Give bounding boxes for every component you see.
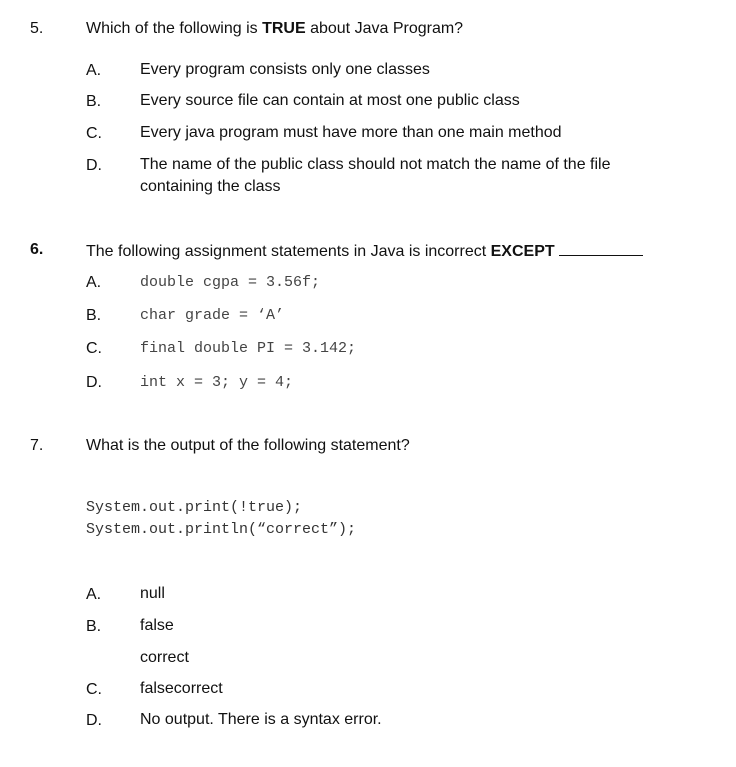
q7-option-b-label: B. (86, 618, 102, 635)
q5-number: 5. (30, 20, 44, 37)
q5-question-bold: TRUE (262, 20, 306, 37)
q5-question-pre: Which of the following is (86, 20, 263, 37)
q7-option-b-text-line2: correct (140, 649, 189, 666)
q7-code-line-2: System.out.println(“correct”); (86, 521, 357, 538)
q7-option-a-text: null (140, 585, 165, 602)
q7-number: 7. (30, 437, 44, 454)
q5-option-d-text-line1: The name of the public class should not match the name of the file (140, 156, 611, 173)
q5-option-d-label: D. (86, 157, 102, 174)
q6-question-bold: EXCEPT (490, 243, 555, 260)
q7-option-d-label: D. (86, 712, 102, 729)
q5-question (86, 20, 463, 38)
q7-question: What is the output of the following statement? (86, 437, 410, 454)
q6-option-a-label: A. (86, 274, 102, 291)
q5-option-b-label: B. (86, 93, 102, 110)
q5-option-b-text: Every source file can contain at most one public class (140, 92, 520, 109)
q6-option-b-label: B. (86, 307, 102, 324)
q7-option-a-label: A. (86, 586, 102, 603)
q7-option-c-text: falsecorrect (140, 680, 223, 697)
q6-option-b-code: char grade = ‘A’ (140, 307, 285, 324)
q6-option-d-code: int x = 3; y = 4; (140, 374, 294, 391)
q6-option-c-label: C. (86, 340, 102, 357)
q5-option-a-text: Every program consists only one classes (140, 61, 430, 78)
answer-blank-line (559, 241, 643, 256)
q5-option-c-label: C. (86, 125, 102, 142)
q6-option-a-code: double cgpa = 3.56f; (140, 274, 321, 291)
q5-option-a-label: A. (86, 62, 102, 79)
q6-number: 6. (30, 241, 44, 258)
q5-question-post: about Java Program? (305, 20, 464, 37)
q5-option-c-text: Every java program must have more than one main method (140, 124, 562, 141)
q7-option-b-text-line1: false (140, 617, 174, 634)
q7-code-line-1: System.out.print(!true); (86, 499, 303, 516)
q7-option-d-text: No output. There is a syntax error. (140, 711, 382, 728)
q5-option-d-text-line2: containing the class (140, 178, 281, 195)
q6-question-pre: The following assignment statements in Java is incorrect (86, 243, 491, 260)
q6-question (86, 241, 643, 261)
q6-option-d-label: D. (86, 374, 102, 391)
q7-option-c-label: C. (86, 681, 102, 698)
q6-option-c-code: final double PI = 3.142; (140, 340, 357, 357)
